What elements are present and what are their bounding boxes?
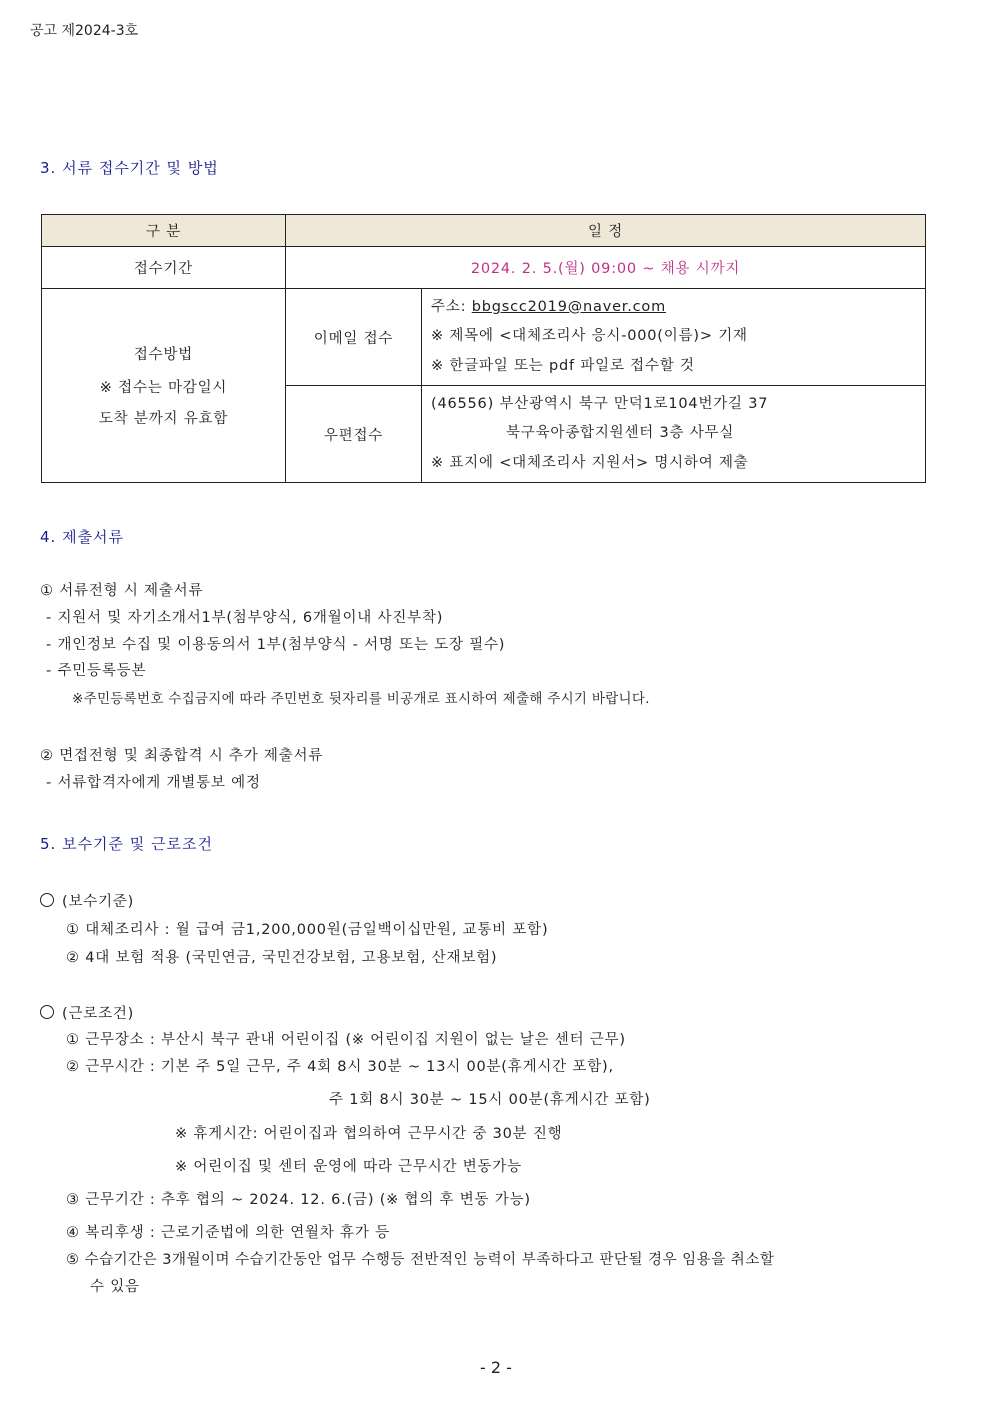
- pay-title: (보수기준): [62, 894, 135, 910]
- pay-item2: ② 4대 보험 적용 (국민연금, 국민건강보험, 고용보험, 산재보험): [66, 950, 498, 966]
- method-cell: [42, 289, 286, 483]
- email-method-detail: [422, 289, 926, 386]
- work-item3: ③ 근무기간 : 추후 협의 ~ 2024. 12. 6.(금) (※ 협의 후 변동 가능): [66, 1192, 531, 1208]
- post-note: ※ 표지에 <대체조리사 지원서> 명시하여 제출: [431, 454, 749, 471]
- table-header-schedule: 일 정: [286, 215, 926, 247]
- circle-bullet-icon: [40, 893, 54, 907]
- docs-item1-sub1: - 지원서 및 자기소개서1부(첨부양식, 6개월이내 사진부착): [46, 610, 444, 626]
- period-label: 접수기간: [42, 247, 286, 289]
- work-item2: ② 근무시간 : 기본 주 5일 근무, 주 4회 8시 30분 ~ 13시 00분(휴게시간 포함),: [66, 1059, 614, 1075]
- docs-item2: ② 면접전형 및 최종합격 시 추가 제출서류: [40, 748, 324, 764]
- pay-item1: ① 대체조리사 : 월 급여 금1,200,000원(금일백이십만원, 교통비 포함): [66, 922, 549, 938]
- email-address-prefix: 주소:: [431, 298, 472, 315]
- work-heading: [40, 1002, 134, 1023]
- pay-heading: [40, 890, 134, 911]
- docs-item1-sub3: - 주민등록등본: [46, 663, 147, 679]
- post-method-label: 우편접수: [286, 386, 422, 483]
- page-number: - 2 -: [480, 1358, 512, 1377]
- table-header-category: 구 분: [42, 215, 286, 247]
- schedule-table: [41, 214, 926, 483]
- docs-item1-sub2: - 개인정보 수집 및 이용동의서 1부(첨부양식 - 서명 또는 도장 필수): [46, 637, 506, 653]
- post-address-line2: 북구육아종합지원센터 3층 사무실: [506, 425, 735, 442]
- email-address-link[interactable]: bbgscc2019@naver.com: [471, 298, 667, 315]
- email-note-format: ※ 한글파일 또는 pdf 파일로 접수할 것: [431, 357, 695, 374]
- email-method-label: 이메일 접수: [286, 289, 422, 386]
- work-item2-cont: 주 1회 8시 30분 ~ 15시 00분(휴게시간 포함): [329, 1092, 651, 1108]
- section4-title: 4. 제출서류: [40, 528, 125, 546]
- docs-item2-sub1: - 서류합격자에게 개별통보 예정: [46, 775, 261, 791]
- work-title: (근로조건): [62, 1006, 135, 1022]
- section3-title: 3. 서류 접수기간 및 방법: [40, 159, 219, 177]
- method-note-line1: ※ 접수는 마감일시: [99, 380, 228, 396]
- method-note-line2: 도착 분까지 유효함: [98, 411, 229, 427]
- section5-title: 5. 보수기준 및 근로조건: [40, 835, 214, 853]
- work-item4: ④ 복리후생 : 근로기준법에 의한 연월차 휴가 등: [66, 1225, 390, 1241]
- work-item2-note2: ※ 어린이집 및 센터 운영에 따라 근무시간 변동가능: [175, 1159, 522, 1175]
- post-method-detail: [422, 386, 926, 483]
- docs-item1: ① 서류전형 시 제출서류: [40, 583, 204, 599]
- notice-number: 공고 제2024-3호: [30, 23, 139, 39]
- work-item5: ⑤ 수습기간은 3개월이며 수습기간동안 업무 수행등 전반적인 능력이 부족하다고 판단될 경우 임용을 취소할: [66, 1252, 775, 1268]
- period-value: 2024. 2. 5.(월) 09:00 ~ 채용 시까지: [286, 247, 926, 289]
- work-item1: ① 근무장소 : 부산시 북구 관내 어린이집 (※ 어린이집 지원이 없는 날은 센터 근무): [66, 1032, 626, 1048]
- work-item5-cont: 수 있음: [90, 1279, 140, 1295]
- email-note-subject: ※ 제목에 <대체조리사 응시-000(이름)> 기재: [431, 328, 748, 345]
- method-label: 접수방법: [133, 347, 194, 363]
- post-address-line1: (46556) 부산광역시 북구 만덕1로104번가길 37: [431, 395, 769, 412]
- circle-bullet-icon: [40, 1005, 54, 1019]
- work-item2-note1: ※ 휴게시간: 어린이집과 협의하여 근무시간 중 30분 진행: [175, 1126, 563, 1142]
- docs-item1-note: ※주민등록번호 수집금지에 따라 주민번호 뒷자리를 비공개로 표시하여 제출해 주시기 바랍니다.: [72, 691, 650, 707]
